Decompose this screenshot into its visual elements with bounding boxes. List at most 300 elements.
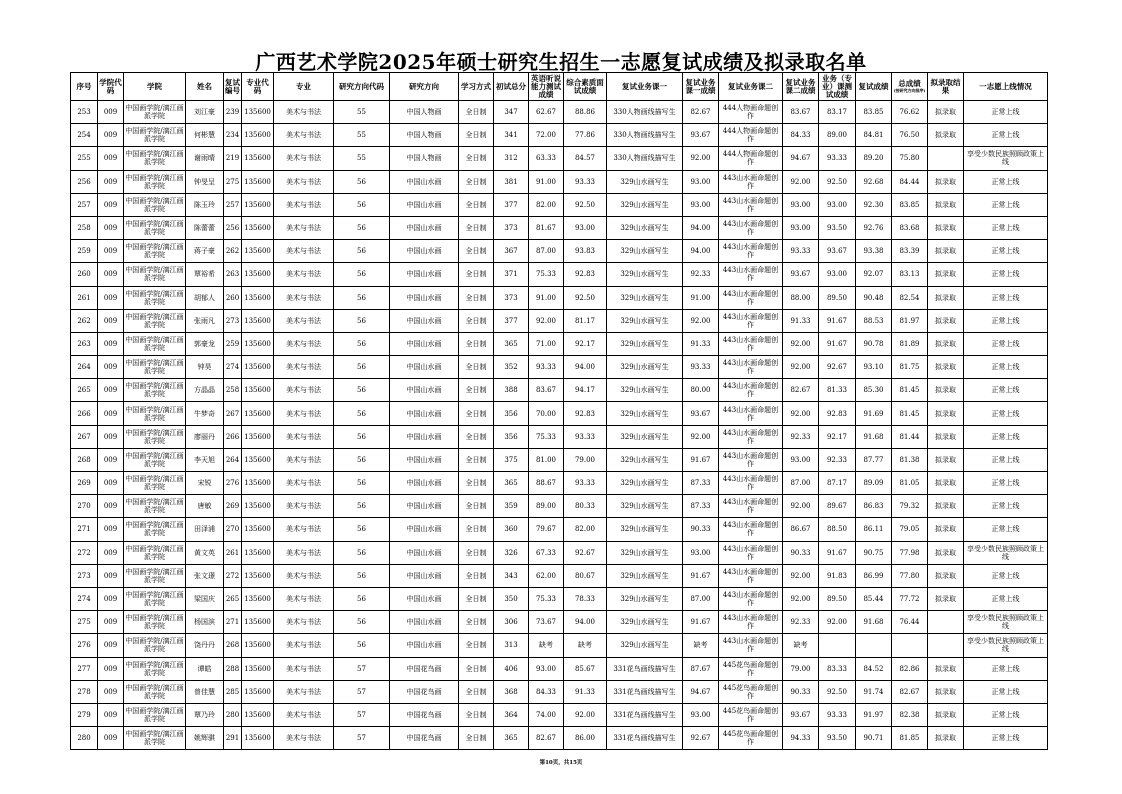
cell-interview-score: 80.67: [564, 564, 607, 587]
cell-english-score: 74.00: [529, 703, 564, 726]
cell-course2: 443山水画命题创作: [719, 425, 783, 448]
cell-college: 中国画学院/漓江画派学院: [124, 425, 186, 448]
cell-course1: 329山水画写生: [607, 425, 683, 448]
cell-retest-score: 91.97: [856, 703, 892, 726]
cell-study-mode: 全日制: [459, 472, 494, 495]
cell-course1: 329山水画写生: [607, 611, 683, 634]
cell-course2: 445花鸟画命题创作: [719, 727, 783, 750]
cell-course1-score: 87.00: [683, 587, 719, 610]
cell-course2-score: 83.67: [783, 101, 819, 124]
cell-course1: 329山水画写生: [607, 472, 683, 495]
cell-interview-score: 91.33: [564, 680, 607, 703]
table-row: [71, 240, 1048, 263]
header-label: 一志愿上线情况: [979, 81, 1032, 91]
cell-direction: 中国人物画: [390, 147, 459, 170]
cell-course1-score: 91.67: [683, 611, 719, 634]
cell-major-test-score: 92.17: [819, 425, 856, 448]
cell-course1: 329山水画写生: [607, 634, 683, 657]
cell-seq: 269: [71, 472, 98, 495]
cell-course1: 329山水画写生: [607, 332, 683, 355]
cell-major: 美术与书法: [274, 356, 334, 379]
header-course1-score: [683, 73, 719, 101]
cell-major: 美术与书法: [274, 448, 334, 471]
table-row: [71, 472, 1048, 495]
cell-total-score: 77.98: [892, 541, 928, 564]
cell-course2-score: 92.00: [783, 170, 819, 193]
cell-retest-score: 93.10: [856, 356, 892, 379]
cell-study-mode: 全日制: [459, 193, 494, 216]
cell-direction: 中国山水画: [390, 611, 459, 634]
cell-seq: 262: [71, 309, 98, 332]
cell-direction: 中国山水画: [390, 402, 459, 425]
cell-direction: 中国山水画: [390, 216, 459, 239]
table-row: [71, 263, 1048, 286]
cell-name: 陈蕾蕾: [186, 216, 224, 239]
cell-course1: 329山水画写生: [607, 286, 683, 309]
cell-name: 刘江豪: [186, 101, 224, 124]
cell-major-code: 135600: [242, 309, 274, 332]
cell-name: 张雨凡: [186, 309, 224, 332]
header-label: 复试编号: [225, 77, 240, 95]
cell-college: 中国画学院/漓江画派学院: [124, 216, 186, 239]
cell-course1-score: 92.00: [683, 425, 719, 448]
cell-qualification-status: 正常上线: [964, 680, 1048, 703]
cell-major-test-score: 92.67: [819, 356, 856, 379]
header-direction-code: [334, 73, 390, 101]
cell-seq: 256: [71, 170, 98, 193]
cell-study-mode: 全日制: [459, 124, 494, 147]
table-header: [71, 73, 1048, 101]
cell-name: 陈玉玲: [186, 193, 224, 216]
cell-course1-score: 92.67: [683, 727, 719, 750]
cell-study-mode: 全日制: [459, 703, 494, 726]
cell-direction-code: 56: [334, 309, 390, 332]
cell-college-code: 009: [98, 124, 124, 147]
cell-name: 方晶晶: [186, 379, 224, 402]
cell-direction: 中国山水画: [390, 193, 459, 216]
cell-college: 中国画学院/漓江画派学院: [124, 124, 186, 147]
cell-retest-id: 263: [224, 263, 242, 286]
cell-course2: 443山水画命题创作: [719, 518, 783, 541]
cell-major-code: 135600: [242, 727, 274, 750]
cell-qualification-status: 享受少数民族照顾政策上线: [964, 634, 1048, 657]
cell-interview-score: 77.86: [564, 124, 607, 147]
cell-major: 美术与书法: [274, 170, 334, 193]
cell-admission-result: 拟录取: [928, 564, 964, 587]
cell-course2-score: 94.67: [783, 147, 819, 170]
cell-course2: 443山水画命题创作: [719, 379, 783, 402]
cell-major-code: 135600: [242, 703, 274, 726]
table-row: [71, 147, 1048, 170]
cell-seq: 274: [71, 587, 98, 610]
cell-study-mode: 全日制: [459, 309, 494, 332]
cell-interview-score: 78.33: [564, 587, 607, 610]
cell-study-mode: 全日制: [459, 147, 494, 170]
cell-direction-code: 56: [334, 448, 390, 471]
cell-direction: 中国花鸟画: [390, 657, 459, 680]
header-study-mode: [459, 73, 494, 101]
cell-interview-score: 93.00: [564, 216, 607, 239]
cell-major-test-score: 92.50: [819, 170, 856, 193]
cell-college-code: 009: [98, 101, 124, 124]
cell-major-test-score: 92.83: [819, 402, 856, 425]
cell-course2: 443山水画命题创作: [719, 564, 783, 587]
cell-major: 美术与书法: [274, 564, 334, 587]
cell-initial-score: 375: [494, 448, 529, 471]
cell-course1: 331花鸟画线描写生: [607, 680, 683, 703]
cell-qualification-status: 正常上线: [964, 402, 1048, 425]
cell-course2-score: 90.33: [783, 541, 819, 564]
cell-total-score: 82.86: [892, 657, 928, 680]
cell-major-code: 135600: [242, 495, 274, 518]
cell-major-code: 135600: [242, 286, 274, 309]
cell-direction-code: 56: [334, 332, 390, 355]
header-name: [186, 73, 224, 101]
cell-major: 美术与书法: [274, 727, 334, 750]
cell-course1: 329山水画写生: [607, 193, 683, 216]
cell-study-mode: 全日制: [459, 286, 494, 309]
cell-college: 中国画学院/漓江画派学院: [124, 680, 186, 703]
cell-retest-score: 92.76: [856, 216, 892, 239]
cell-direction: 中国山水画: [390, 309, 459, 332]
cell-retest-score: 86.99: [856, 564, 892, 587]
cell-college-code: 009: [98, 448, 124, 471]
cell-course2: 443山水画命题创作: [719, 472, 783, 495]
cell-initial-score: 350: [494, 587, 529, 610]
cell-total-score: 81.45: [892, 402, 928, 425]
cell-course2-score: 93.67: [783, 703, 819, 726]
cell-direction: 中国山水画: [390, 448, 459, 471]
cell-english-score: 88.67: [529, 472, 564, 495]
cell-name: 蒋子豪: [186, 240, 224, 263]
cell-direction-code: 56: [334, 263, 390, 286]
cell-initial-score: 406: [494, 657, 529, 680]
cell-name: 谢雨晴: [186, 147, 224, 170]
page-number: 第10页，共15页: [539, 760, 583, 766]
cell-direction: 中国山水画: [390, 263, 459, 286]
cell-study-mode: 全日制: [459, 657, 494, 680]
cell-admission-result: 拟录取: [928, 101, 964, 124]
header-course2: [719, 73, 783, 101]
cell-course1: 329山水画写生: [607, 309, 683, 332]
cell-major-test-score: [819, 634, 856, 657]
cell-initial-score: 360: [494, 518, 529, 541]
cell-direction-code: 56: [334, 634, 390, 657]
header-direction: [390, 73, 459, 101]
cell-name: 覃裕希: [186, 263, 224, 286]
cell-course1-score: 93.00: [683, 170, 719, 193]
cell-study-mode: 全日制: [459, 448, 494, 471]
header-label: 序号: [76, 81, 92, 91]
cell-initial-score: 377: [494, 309, 529, 332]
cell-seq: 257: [71, 193, 98, 216]
cell-major-code: 135600: [242, 657, 274, 680]
cell-interview-score: 93.33: [564, 425, 607, 448]
cell-course1: 330人物画线描写生: [607, 101, 683, 124]
cell-retest-id: 262: [224, 240, 242, 263]
cell-retest-id: 239: [224, 101, 242, 124]
cell-english-score: 67.33: [529, 541, 564, 564]
cell-english-score: 73.67: [529, 611, 564, 634]
cell-course2-score: 86.67: [783, 518, 819, 541]
cell-course1: 329山水画写生: [607, 216, 683, 239]
cell-major-test-score: 93.50: [819, 727, 856, 750]
cell-major-test-score: 83.17: [819, 101, 856, 124]
cell-major: 美术与书法: [274, 587, 334, 610]
cell-course1-score: 缺考: [683, 634, 719, 657]
cell-retest-id: 261: [224, 541, 242, 564]
cell-course1: 329山水画写生: [607, 518, 683, 541]
cell-initial-score: 356: [494, 402, 529, 425]
cell-direction-code: 55: [334, 101, 390, 124]
cell-interview-score: 94.00: [564, 611, 607, 634]
cell-retest-score: 87.77: [856, 448, 892, 471]
cell-qualification-status: 正常上线: [964, 425, 1048, 448]
cell-major-test-score: 91.67: [819, 309, 856, 332]
cell-college-code: 009: [98, 170, 124, 193]
cell-qualification-status: 正常上线: [964, 518, 1048, 541]
cell-course2-score: 92.00: [783, 356, 819, 379]
cell-qualification-status: 享受少数民族照顾政策上线: [964, 611, 1048, 634]
cell-major-code: 135600: [242, 680, 274, 703]
cell-retest-id: 276: [224, 472, 242, 495]
cell-college: 中国画学院/漓江画派学院: [124, 356, 186, 379]
cell-major-test-score: 89.50: [819, 587, 856, 610]
cell-initial-score: 365: [494, 332, 529, 355]
cell-seq: 258: [71, 216, 98, 239]
cell-major-test-score: 91.67: [819, 541, 856, 564]
cell-retest-score: 89.20: [856, 147, 892, 170]
header-total-score: [892, 73, 928, 101]
cell-admission-result: 拟录取: [928, 680, 964, 703]
cell-course1-score: 93.67: [683, 402, 719, 425]
cell-direction: 中国山水画: [390, 564, 459, 587]
table-row: [71, 587, 1048, 610]
cell-college: 中国画学院/漓江画派学院: [124, 657, 186, 680]
cell-interview-score: 86.00: [564, 727, 607, 750]
cell-name: 张文璟: [186, 564, 224, 587]
cell-admission-result: 拟录取: [928, 332, 964, 355]
cell-major-test-score: 91.83: [819, 564, 856, 587]
header-label: 学习方式: [461, 81, 491, 91]
cell-major: 美术与书法: [274, 402, 334, 425]
cell-retest-score: 86.11: [856, 518, 892, 541]
cell-course2-score: 93.00: [783, 193, 819, 216]
cell-course1-score: 82.67: [683, 101, 719, 124]
cell-retest-id: 234: [224, 124, 242, 147]
cell-name: 钟旻呈: [186, 170, 224, 193]
cell-major-code: 135600: [242, 448, 274, 471]
cell-college: 中国画学院/漓江画派学院: [124, 240, 186, 263]
cell-retest-score: 86.83: [856, 495, 892, 518]
cell-college: 中国画学院/漓江画派学院: [124, 703, 186, 726]
cell-direction-code: 56: [334, 240, 390, 263]
cell-retest-score: 89.09: [856, 472, 892, 495]
cell-college: 中国画学院/漓江画派学院: [124, 564, 186, 587]
cell-direction: 中国山水画: [390, 379, 459, 402]
cell-college-code: 009: [98, 263, 124, 286]
cell-retest-score: 88.53: [856, 309, 892, 332]
cell-total-score: 79.32: [892, 495, 928, 518]
cell-qualification-status: 享受少数民族照顾政策上线: [964, 147, 1048, 170]
cell-study-mode: 全日制: [459, 727, 494, 750]
cell-course2-score: 79.00: [783, 657, 819, 680]
cell-admission-result: 拟录取: [928, 124, 964, 147]
cell-qualification-status: 正常上线: [964, 356, 1048, 379]
cell-major: 美术与书法: [274, 216, 334, 239]
cell-seq: 253: [71, 101, 98, 124]
cell-direction-code: 55: [334, 124, 390, 147]
cell-admission-result: 拟录取: [928, 240, 964, 263]
table-row: [71, 541, 1048, 564]
cell-major: 美术与书法: [274, 657, 334, 680]
cell-total-score: 76.62: [892, 101, 928, 124]
cell-study-mode: 全日制: [459, 518, 494, 541]
cell-direction: 中国山水画: [390, 286, 459, 309]
cell-course1-score: 91.67: [683, 448, 719, 471]
cell-admission-result: 拟录取: [928, 193, 964, 216]
cell-course2: 445花鸟画命题创作: [719, 703, 783, 726]
cell-course2: 445花鸟画命题创作: [719, 680, 783, 703]
cell-english-score: 75.33: [529, 425, 564, 448]
cell-major-code: 135600: [242, 634, 274, 657]
cell-major-test-score: 92.33: [819, 448, 856, 471]
cell-initial-score: 364: [494, 703, 529, 726]
cell-admission-result: 拟录取: [928, 657, 964, 680]
cell-seq: 263: [71, 332, 98, 355]
cell-course1: 329山水画写生: [607, 170, 683, 193]
cell-english-score: 93.00: [529, 657, 564, 680]
cell-major: 美术与书法: [274, 495, 334, 518]
cell-course2: 443山水画命题创作: [719, 216, 783, 239]
cell-major-test-score: 89.50: [819, 286, 856, 309]
header-label: 初试总分: [496, 81, 526, 91]
cell-interview-score: 84.57: [564, 147, 607, 170]
cell-course1-score: 93.00: [683, 193, 719, 216]
cell-college-code: 009: [98, 379, 124, 402]
cell-qualification-status: 正常上线: [964, 170, 1048, 193]
header-label: 总成绩: [898, 79, 921, 88]
cell-retest-score: 91.74: [856, 680, 892, 703]
cell-interview-score: 82.00: [564, 518, 607, 541]
cell-course1-score: 94.67: [683, 680, 719, 703]
cell-retest-score: 83.85: [856, 101, 892, 124]
cell-qualification-status: 正常上线: [964, 703, 1048, 726]
cell-admission-result: 拟录取: [928, 309, 964, 332]
cell-college: 中国画学院/漓江画派学院: [124, 587, 186, 610]
cell-seq: 260: [71, 263, 98, 286]
cell-total-score: 81.85: [892, 727, 928, 750]
cell-seq: 255: [71, 147, 98, 170]
cell-retest-id: 258: [224, 379, 242, 402]
cell-seq: 275: [71, 611, 98, 634]
cell-qualification-status: 正常上线: [964, 263, 1048, 286]
header-major-test-score: [819, 73, 856, 101]
cell-retest-score: 91.69: [856, 402, 892, 425]
cell-english-score: 81.67: [529, 216, 564, 239]
cell-course1-score: 92.00: [683, 147, 719, 170]
cell-english-score: 75.33: [529, 587, 564, 610]
cell-interview-score: 80.33: [564, 495, 607, 518]
header-major: [274, 73, 334, 101]
cell-interview-score: 93.33: [564, 170, 607, 193]
cell-major-test-score: 93.00: [819, 263, 856, 286]
table-row: [71, 402, 1048, 425]
cell-major: 美术与书法: [274, 541, 334, 564]
cell-study-mode: 全日制: [459, 240, 494, 263]
cell-major-code: 135600: [242, 170, 274, 193]
cell-major: 美术与书法: [274, 101, 334, 124]
cell-admission-result: 拟录取: [928, 425, 964, 448]
cell-name: 郭豪龙: [186, 332, 224, 355]
cell-seq: 276: [71, 634, 98, 657]
cell-english-score: 89.00: [529, 495, 564, 518]
cell-course2-score: 91.33: [783, 309, 819, 332]
cell-direction-code: 56: [334, 216, 390, 239]
cell-name: 李天旭: [186, 448, 224, 471]
cell-retest-score: 91.68: [856, 425, 892, 448]
cell-admission-result: 拟录取: [928, 495, 964, 518]
table-row: [71, 309, 1048, 332]
cell-retest-id: 265: [224, 587, 242, 610]
cell-total-score: 77.72: [892, 587, 928, 610]
cell-retest-id: 256: [224, 216, 242, 239]
cell-name: 田泽浦: [186, 518, 224, 541]
cell-interview-score: 缺考: [564, 634, 607, 657]
cell-initial-score: 313: [494, 634, 529, 657]
cell-major-code: 135600: [242, 518, 274, 541]
cell-english-score: 91.00: [529, 170, 564, 193]
cell-course2-score: 94.33: [783, 727, 819, 750]
header-label: 研究方向代码: [339, 81, 384, 91]
cell-retest-id: 269: [224, 495, 242, 518]
table-row: [71, 518, 1048, 541]
cell-direction: 中国山水画: [390, 240, 459, 263]
cell-major: 美术与书法: [274, 634, 334, 657]
cell-initial-score: 371: [494, 263, 529, 286]
cell-course2: 443山水画命题创作: [719, 356, 783, 379]
cell-total-score: 77.80: [892, 564, 928, 587]
cell-course2: 443山水画命题创作: [719, 170, 783, 193]
cell-total-score: 84.44: [892, 170, 928, 193]
cell-total-score: 81.44: [892, 425, 928, 448]
cell-retest-score: 92.68: [856, 170, 892, 193]
cell-major: 美术与书法: [274, 703, 334, 726]
cell-seq: 280: [71, 727, 98, 750]
cell-qualification-status: 正常上线: [964, 193, 1048, 216]
cell-direction: 中国花鸟画: [390, 703, 459, 726]
cell-direction: 中国山水画: [390, 518, 459, 541]
cell-initial-score: 341: [494, 124, 529, 147]
cell-college: 中国画学院/漓江画派学院: [124, 472, 186, 495]
cell-direction: 中国人物画: [390, 124, 459, 147]
cell-major-test-score: 89.67: [819, 495, 856, 518]
cell-major: 美术与书法: [274, 332, 334, 355]
cell-qualification-status: 正常上线: [964, 472, 1048, 495]
cell-name: 牛梦奇: [186, 402, 224, 425]
cell-name: 胡郁人: [186, 286, 224, 309]
cell-course1: 329山水画写生: [607, 448, 683, 471]
cell-total-score: 83.68: [892, 216, 928, 239]
cell-qualification-status: 正常上线: [964, 101, 1048, 124]
cell-course2: 443山水画命题创作: [719, 286, 783, 309]
cell-direction-code: 55: [334, 147, 390, 170]
table-row: [71, 216, 1048, 239]
cell-admission-result: 拟录取: [928, 216, 964, 239]
cell-major-code: 135600: [242, 124, 274, 147]
cell-qualification-status: 正常上线: [964, 495, 1048, 518]
cell-major: 美术与书法: [274, 193, 334, 216]
